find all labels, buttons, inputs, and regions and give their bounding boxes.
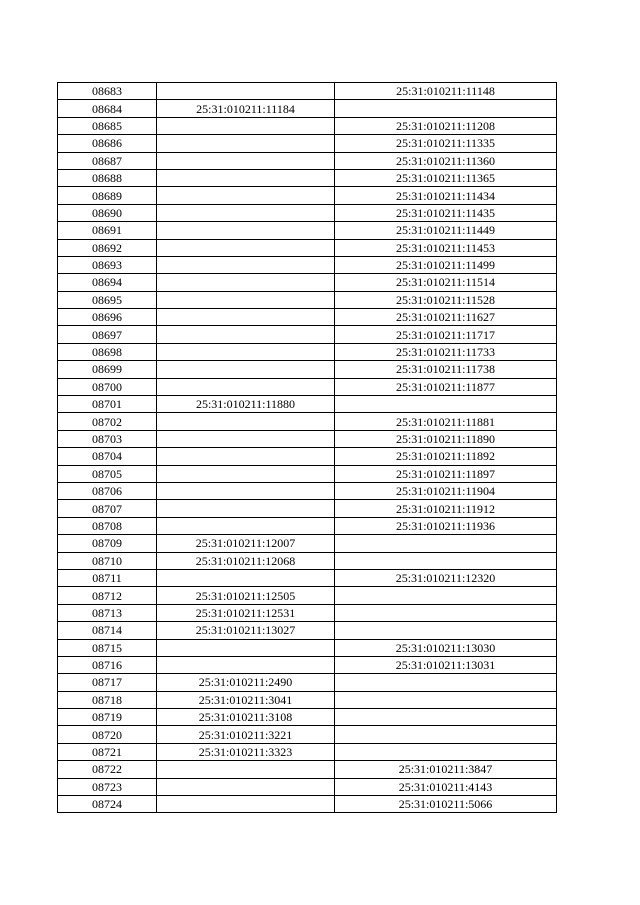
row-number-cell: 08698 bbox=[58, 343, 157, 360]
table-row bbox=[58, 535, 557, 552]
cadastral-number-cell-a bbox=[157, 778, 335, 795]
cadastral-number-cell-b: 25:31:010211:11733 bbox=[335, 343, 557, 360]
table-row bbox=[58, 413, 557, 430]
table-row bbox=[58, 465, 557, 482]
cadastral-number-cell-b: 25:31:010211:13030 bbox=[335, 639, 557, 656]
table-row bbox=[58, 709, 557, 726]
cadastral-number-cell-a bbox=[157, 309, 335, 326]
cadastral-number-cell-b: 25:31:010211:11912 bbox=[335, 500, 557, 517]
cadastral-number-cell-b: 25:31:010211:11936 bbox=[335, 517, 557, 534]
cadastral-number-cell-b: 25:31:010211:11897 bbox=[335, 465, 557, 482]
cadastral-number-cell-b: 25:31:010211:11881 bbox=[335, 413, 557, 430]
row-number-cell: 08685 bbox=[58, 117, 157, 134]
cadastral-number-cell-b bbox=[335, 552, 557, 569]
cadastral-number-cell-a bbox=[157, 291, 335, 308]
table-row bbox=[58, 361, 557, 378]
cadastral-number-cell-a: 25:31:010211:3323 bbox=[157, 743, 335, 760]
table-row bbox=[58, 778, 557, 795]
row-number-cell: 08717 bbox=[58, 674, 157, 691]
cadastral-number-cell-b: 25:31:010211:11435 bbox=[335, 204, 557, 221]
row-number-cell: 08722 bbox=[58, 761, 157, 778]
row-number-cell: 08700 bbox=[58, 378, 157, 395]
table-row bbox=[58, 204, 557, 221]
table-row bbox=[58, 256, 557, 273]
row-number-cell: 08690 bbox=[58, 204, 157, 221]
row-number-cell: 08719 bbox=[58, 709, 157, 726]
cadastral-number-cell-b: 25:31:010211:5066 bbox=[335, 796, 557, 813]
table-row bbox=[58, 500, 557, 517]
row-number-cell: 08683 bbox=[58, 83, 157, 100]
cadastral-number-cell-a: 25:31:010211:12531 bbox=[157, 604, 335, 621]
cadastral-number-cell-a bbox=[157, 639, 335, 656]
row-number-cell: 08703 bbox=[58, 430, 157, 447]
cadastral-number-cell-b: 25:31:010211:11892 bbox=[335, 448, 557, 465]
row-number-cell: 08701 bbox=[58, 396, 157, 413]
cadastral-number-cell-a bbox=[157, 569, 335, 586]
cadastral-number-cell-b: 25:31:010211:11365 bbox=[335, 169, 557, 186]
cadastral-number-cell-a: 25:31:010211:3041 bbox=[157, 691, 335, 708]
row-number-cell: 08689 bbox=[58, 187, 157, 204]
row-number-cell: 08697 bbox=[58, 326, 157, 343]
cadastral-number-cell-a bbox=[157, 222, 335, 239]
table-row bbox=[58, 448, 557, 465]
table-row bbox=[58, 587, 557, 604]
cadastral-number-cell-a bbox=[157, 152, 335, 169]
table-row bbox=[58, 152, 557, 169]
row-number-cell: 08721 bbox=[58, 743, 157, 760]
table-row bbox=[58, 743, 557, 760]
cadastral-number-cell-b: 25:31:010211:11890 bbox=[335, 430, 557, 447]
cadastral-number-cell-b: 25:31:010211:11904 bbox=[335, 482, 557, 499]
cadastral-number-cell-a bbox=[157, 482, 335, 499]
cadastral-number-cell-b: 25:31:010211:11627 bbox=[335, 309, 557, 326]
cadastral-number-cell-b: 25:31:010211:11717 bbox=[335, 326, 557, 343]
cadastral-number-cell-b: 25:31:010211:11335 bbox=[335, 135, 557, 152]
cadastral-number-cell-a bbox=[157, 326, 335, 343]
cadastral-number-cell-b bbox=[335, 587, 557, 604]
cadastral-number-cell-b bbox=[335, 622, 557, 639]
row-number-cell: 08693 bbox=[58, 256, 157, 273]
cadastral-number-cell-a bbox=[157, 378, 335, 395]
cadastral-number-cell-a bbox=[157, 761, 335, 778]
row-number-cell: 08705 bbox=[58, 465, 157, 482]
cadastral-number-cell-b: 25:31:010211:11877 bbox=[335, 378, 557, 395]
row-number-cell: 08694 bbox=[58, 274, 157, 291]
cadastral-number-cell-a bbox=[157, 256, 335, 273]
row-number-cell: 08715 bbox=[58, 639, 157, 656]
row-number-cell: 08699 bbox=[58, 361, 157, 378]
cadastral-number-cell-a bbox=[157, 448, 335, 465]
row-number-cell: 08706 bbox=[58, 482, 157, 499]
cadastral-number-cell-a bbox=[157, 796, 335, 813]
cadastral-number-cell-a bbox=[157, 83, 335, 100]
table-row bbox=[58, 309, 557, 326]
table-row bbox=[58, 604, 557, 621]
table-row bbox=[58, 169, 557, 186]
table-row bbox=[58, 135, 557, 152]
row-number-cell: 08688 bbox=[58, 169, 157, 186]
row-number-cell: 08723 bbox=[58, 778, 157, 795]
row-number-cell: 08702 bbox=[58, 413, 157, 430]
row-number-cell: 08718 bbox=[58, 691, 157, 708]
cadastral-number-cell-b: 25:31:010211:11514 bbox=[335, 274, 557, 291]
table-row bbox=[58, 326, 557, 343]
table-row bbox=[58, 622, 557, 639]
table-row bbox=[58, 378, 557, 395]
row-number-cell: 08724 bbox=[58, 796, 157, 813]
cadastral-number-cell-a bbox=[157, 169, 335, 186]
row-number-cell: 08712 bbox=[58, 587, 157, 604]
row-number-cell: 08692 bbox=[58, 239, 157, 256]
table-row bbox=[58, 552, 557, 569]
cadastral-number-cell-a bbox=[157, 500, 335, 517]
row-number-cell: 08686 bbox=[58, 135, 157, 152]
cadastral-number-cell-b: 25:31:010211:12320 bbox=[335, 569, 557, 586]
row-number-cell: 08708 bbox=[58, 517, 157, 534]
cadastral-number-cell-a bbox=[157, 343, 335, 360]
cadastral-number-cell-b bbox=[335, 535, 557, 552]
cadastral-number-cell-a bbox=[157, 465, 335, 482]
cadastral-number-cell-b: 25:31:010211:3847 bbox=[335, 761, 557, 778]
table-row bbox=[58, 222, 557, 239]
cadastral-number-cell-b bbox=[335, 743, 557, 760]
table-row bbox=[58, 187, 557, 204]
cadastral-number-cell-a: 25:31:010211:12007 bbox=[157, 535, 335, 552]
table-row bbox=[58, 83, 557, 100]
table-row bbox=[58, 239, 557, 256]
cadastral-number-cell-b: 25:31:010211:11528 bbox=[335, 291, 557, 308]
cadastral-number-cell-a bbox=[157, 413, 335, 430]
cadastral-number-cell-a bbox=[157, 239, 335, 256]
cadastral-number-cell-a: 25:31:010211:3221 bbox=[157, 726, 335, 743]
cadastral-number-cell-a bbox=[157, 135, 335, 152]
table-row bbox=[58, 274, 557, 291]
table-row bbox=[58, 691, 557, 708]
cadastral-number-cell-a bbox=[157, 204, 335, 221]
cadastral-number-cell-b: 25:31:010211:11148 bbox=[335, 83, 557, 100]
cadastral-number-table bbox=[57, 82, 557, 813]
row-number-cell: 08707 bbox=[58, 500, 157, 517]
row-number-cell: 08710 bbox=[58, 552, 157, 569]
table-row bbox=[58, 674, 557, 691]
row-number-cell: 08696 bbox=[58, 309, 157, 326]
cadastral-number-cell-a bbox=[157, 187, 335, 204]
cadastral-number-cell-b: 25:31:010211:11738 bbox=[335, 361, 557, 378]
row-number-cell: 08709 bbox=[58, 535, 157, 552]
table-row bbox=[58, 117, 557, 134]
row-number-cell: 08714 bbox=[58, 622, 157, 639]
cadastral-number-cell-a bbox=[157, 517, 335, 534]
cadastral-number-cell-b: 25:31:010211:11453 bbox=[335, 239, 557, 256]
table-row bbox=[58, 761, 557, 778]
table-row bbox=[58, 291, 557, 308]
cadastral-number-cell-b: 25:31:010211:13031 bbox=[335, 656, 557, 673]
cadastral-number-cell-a: 25:31:010211:11184 bbox=[157, 100, 335, 117]
cadastral-number-cell-a bbox=[157, 117, 335, 134]
cadastral-number-cell-a bbox=[157, 274, 335, 291]
table-row bbox=[58, 569, 557, 586]
cadastral-number-cell-a bbox=[157, 656, 335, 673]
cadastral-number-cell-b: 25:31:010211:11499 bbox=[335, 256, 557, 273]
row-number-cell: 08720 bbox=[58, 726, 157, 743]
cadastral-number-cell-b bbox=[335, 100, 557, 117]
row-number-cell: 08713 bbox=[58, 604, 157, 621]
table-row bbox=[58, 343, 557, 360]
cadastral-number-cell-a: 25:31:010211:11880 bbox=[157, 396, 335, 413]
cadastral-number-cell-b bbox=[335, 674, 557, 691]
table-row bbox=[58, 726, 557, 743]
row-number-cell: 08684 bbox=[58, 100, 157, 117]
cadastral-number-cell-b bbox=[335, 604, 557, 621]
cadastral-number-cell-b: 25:31:010211:4143 bbox=[335, 778, 557, 795]
row-number-cell: 08711 bbox=[58, 569, 157, 586]
table-row bbox=[58, 517, 557, 534]
cadastral-number-cell-a: 25:31:010211:13027 bbox=[157, 622, 335, 639]
cadastral-number-cell-a bbox=[157, 430, 335, 447]
table-row bbox=[58, 396, 557, 413]
cadastral-number-cell-b bbox=[335, 396, 557, 413]
cadastral-number-cell-b: 25:31:010211:11360 bbox=[335, 152, 557, 169]
row-number-cell: 08691 bbox=[58, 222, 157, 239]
table-row bbox=[58, 796, 557, 813]
table-row bbox=[58, 100, 557, 117]
table-row bbox=[58, 639, 557, 656]
row-number-cell: 08704 bbox=[58, 448, 157, 465]
cadastral-number-cell-b bbox=[335, 709, 557, 726]
table-body bbox=[58, 83, 557, 813]
cadastral-number-cell-a: 25:31:010211:2490 bbox=[157, 674, 335, 691]
table-row bbox=[58, 482, 557, 499]
cadastral-number-cell-a: 25:31:010211:3108 bbox=[157, 709, 335, 726]
cadastral-number-cell-b: 25:31:010211:11208 bbox=[335, 117, 557, 134]
cadastral-number-cell-a: 25:31:010211:12068 bbox=[157, 552, 335, 569]
cadastral-number-cell-a bbox=[157, 361, 335, 378]
cadastral-number-cell-a: 25:31:010211:12505 bbox=[157, 587, 335, 604]
row-number-cell: 08716 bbox=[58, 656, 157, 673]
row-number-cell: 08687 bbox=[58, 152, 157, 169]
cadastral-number-cell-b: 25:31:010211:11449 bbox=[335, 222, 557, 239]
table-row bbox=[58, 430, 557, 447]
row-number-cell: 08695 bbox=[58, 291, 157, 308]
cadastral-number-cell-b bbox=[335, 726, 557, 743]
cadastral-number-cell-b bbox=[335, 691, 557, 708]
cadastral-number-cell-b: 25:31:010211:11434 bbox=[335, 187, 557, 204]
table-row bbox=[58, 656, 557, 673]
